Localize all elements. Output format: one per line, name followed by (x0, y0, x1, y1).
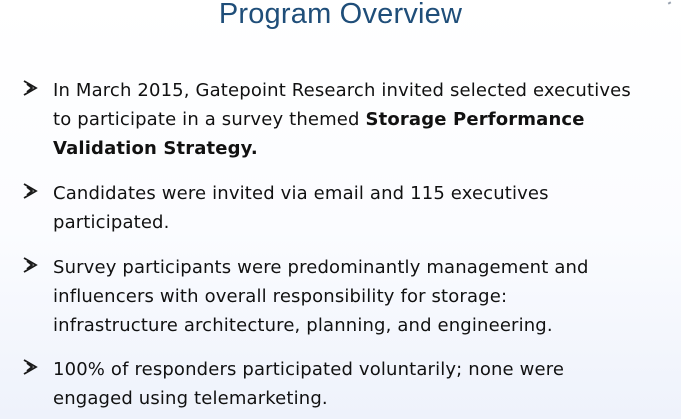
arrowhead-bullet-icon (22, 181, 38, 203)
bullet-line-text: to participate in a survey themed (53, 109, 366, 130)
bullet-text (53, 253, 675, 340)
survey-theme-text: Storage Performance (365, 109, 585, 130)
bullet-line: Candidates were invited via email and 115 executives (53, 183, 549, 204)
bullet-text (53, 179, 675, 237)
arrowhead-bullet-icon (22, 78, 38, 100)
bullet-line (53, 105, 675, 134)
arrowhead-bullet-icon (22, 255, 38, 277)
bullet-text (53, 76, 675, 163)
arrowhead-bullet-icon (22, 357, 38, 379)
bullet-line: Survey participants were predominantly management and (53, 257, 589, 278)
bullet-line: participated. (53, 212, 170, 233)
bullet-text (53, 355, 675, 413)
bullet-line: In March 2015, Gatepoint Research invited selected executives (53, 80, 631, 101)
bullet-line: 100% of responders participated voluntarily; none were (53, 359, 565, 380)
bullet-line: influencers with overall responsibility for storage: (53, 286, 508, 307)
bullet-line: infrastructure architecture, planning, and engineering. (53, 315, 553, 336)
survey-theme-text: Validation Strategy. (53, 138, 258, 159)
bullet-line: engaged using telemarketing. (53, 388, 328, 409)
page-title: Program Overview (218, 0, 463, 30)
